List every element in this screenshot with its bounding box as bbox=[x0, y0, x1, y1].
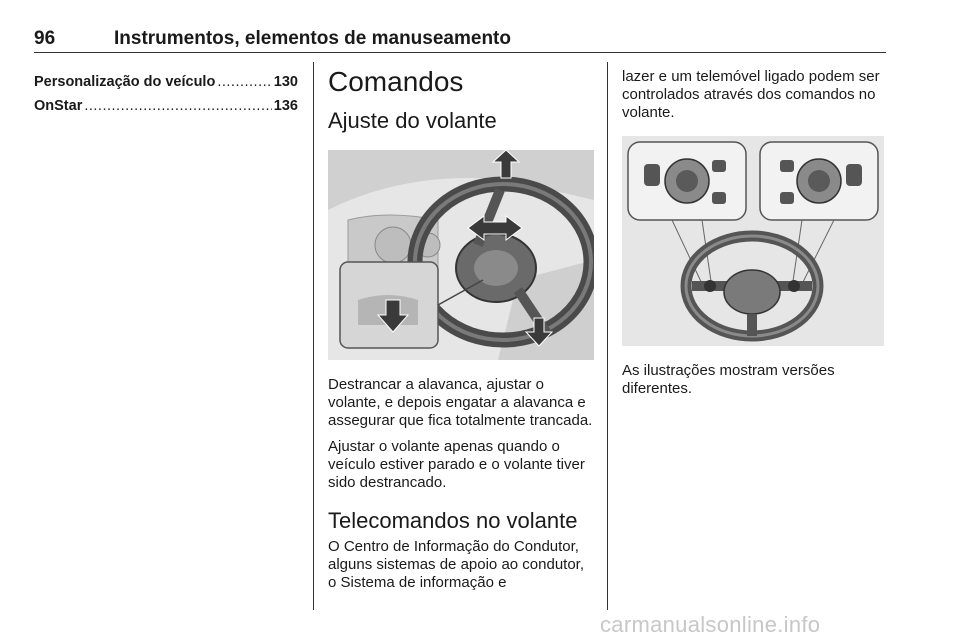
watermark: carmanualsonline.info bbox=[600, 612, 821, 637]
toc-entry[interactable] bbox=[34, 70, 298, 94]
paragraph-adjust-when-stopped: Ajustar o volante apenas quando o veículo estiver parado e o volante tiver sido destrancado. bbox=[328, 438, 585, 491]
toc-entry-title: Personalização do veículo bbox=[34, 74, 216, 90]
column-divider-2 bbox=[607, 62, 608, 610]
toc-entry-page: 136 bbox=[273, 98, 298, 114]
chapter-title: Instrumentos, elementos de manuseamento bbox=[114, 28, 511, 49]
paragraph-remote-controls-end: lazer e um telemóvel ligado podem ser controlados através dos comandos no volante. bbox=[622, 68, 880, 121]
column-2 bbox=[328, 64, 594, 592]
toc-leader bbox=[217, 70, 271, 94]
header-rule bbox=[34, 52, 886, 53]
subsection-title-steering-adjust: Ajuste do volante bbox=[328, 108, 497, 133]
page-header bbox=[34, 28, 886, 52]
subsection-title-remote-controls: Telecomandos no volante bbox=[328, 508, 578, 533]
toc-entry-title: OnStar bbox=[34, 98, 83, 114]
toc-entry[interactable] bbox=[34, 94, 298, 118]
table-of-contents bbox=[34, 70, 298, 118]
steering-wheel-controls-drawing bbox=[622, 136, 884, 346]
toc-leader bbox=[84, 94, 271, 118]
toc-entry-page: 130 bbox=[273, 74, 298, 90]
paragraph-unlock-lever: Destrancar a alavanca, ajustar o volante, e depois engatar a alavanca e assegurar que fica totalmente trancada. bbox=[328, 376, 593, 429]
steering-controls-illustration bbox=[622, 136, 884, 346]
paragraph-remote-controls-start: O Centro de Informação do Condutor, alguns sistemas de apoio ao condutor, o Sistema de informação e bbox=[328, 538, 585, 591]
steering-adjust-illustration bbox=[328, 150, 594, 360]
figure-caption: As ilustrações mostram versões diferentes. bbox=[622, 362, 835, 397]
page-number: 96 bbox=[34, 28, 56, 49]
steering-wheel-adjust-drawing bbox=[328, 150, 594, 360]
section-title: Comandos bbox=[328, 66, 464, 97]
column-divider-1 bbox=[313, 62, 314, 610]
column-3 bbox=[622, 64, 888, 398]
